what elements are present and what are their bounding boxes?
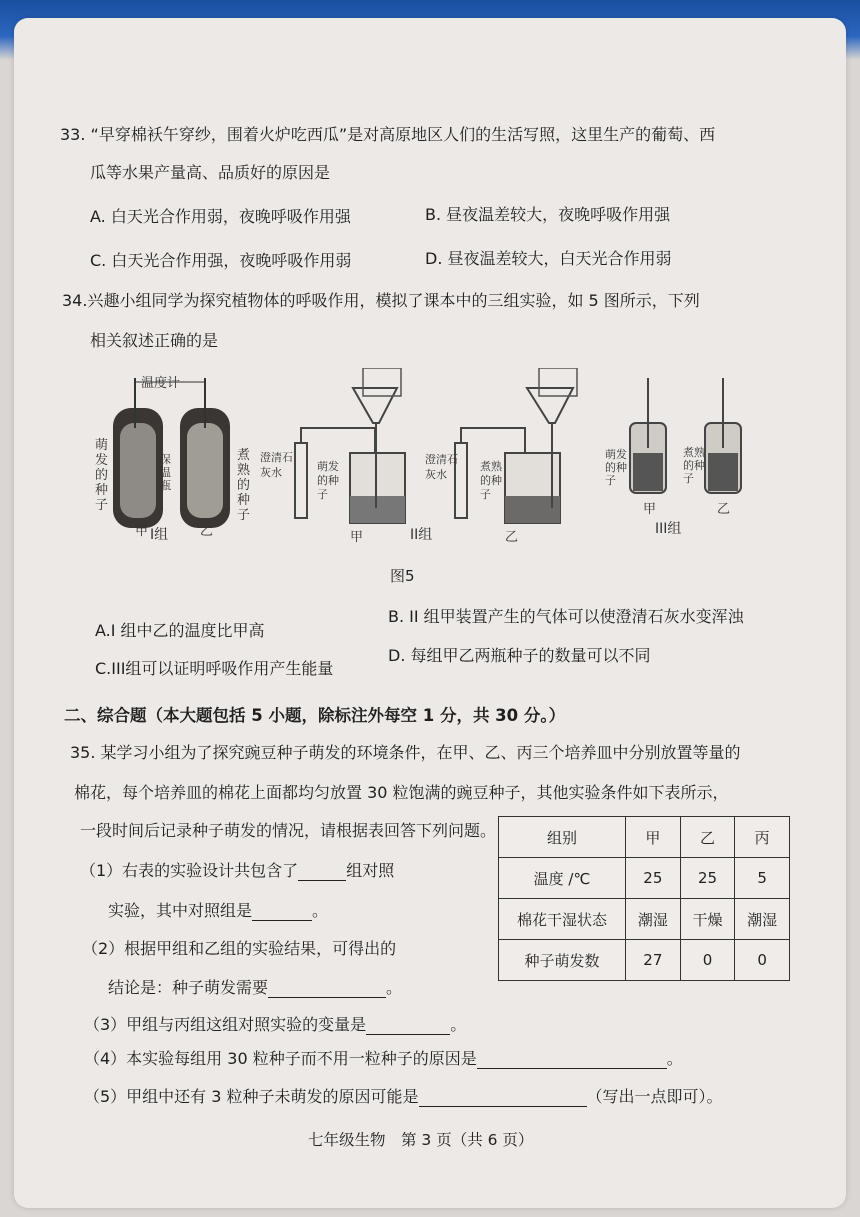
g1-right-label: 煮熟的种子	[237, 448, 251, 523]
table-header-cell: 乙	[680, 817, 735, 858]
q35-period-1: 。	[312, 901, 329, 920]
q35-blank-5[interactable]	[477, 1052, 667, 1069]
g2-name: II组	[410, 527, 433, 543]
g3-yi-label: 乙	[717, 502, 731, 517]
g2b-yi-label: 乙	[505, 530, 519, 545]
table-cell: 干燥	[680, 899, 735, 940]
q35-sub5-line	[84, 1084, 723, 1107]
q35-sub1-a: （1）右表的实验设计共包含了	[80, 861, 299, 880]
q34-stem-line2: 相关叙述正确的是	[90, 331, 219, 350]
g3-name: III组	[655, 521, 682, 537]
g1-jia-label: 甲	[135, 524, 149, 539]
q33-stem-line2: 瓜等水果产量高、品质好的原因是	[90, 163, 331, 182]
q35-sub4: （4）本实验每组用 30 粒种子而不用一粒种子的原因是	[84, 1049, 477, 1068]
q35-blank-3[interactable]	[268, 981, 386, 998]
table-header-cell: 甲	[626, 817, 681, 858]
q33-option-b: B. 昼夜温差较大，夜晚呼吸作用强	[425, 205, 671, 224]
q34-option-a: A.I 组中乙的温度比甲高	[95, 621, 265, 640]
table-cell: 潮湿	[735, 899, 790, 940]
g2-limewater-label: 澄清石灰水	[260, 451, 293, 479]
q33-option-a: A. 白天光合作用弱，夜晚呼吸作用强	[90, 207, 351, 226]
q34-stem-line1: 34.兴趣小组同学为探究植物体的呼吸作用，模拟了课本中的三组实验，如 5 图所示，下列	[62, 291, 700, 310]
figure-5	[95, 368, 795, 545]
table-cell: 棉花干湿状态	[499, 899, 626, 940]
q35-blank-4[interactable]	[366, 1018, 450, 1035]
table-cell: 种子萌发数	[499, 940, 626, 981]
q35-sub5-tail: （写出一点即可）。	[586, 1087, 723, 1106]
q35-sub2-b: 结论是：种子萌发需要	[108, 978, 269, 997]
g3-right-label: 煮熟的种子	[683, 446, 705, 485]
q35-blank-2[interactable]	[252, 904, 312, 921]
g1-left-label: 萌发的种子	[95, 438, 109, 513]
q34-option-d: D. 每组甲乙两瓶种子的数量可以不同	[388, 646, 651, 665]
q35-sub3-line	[84, 1012, 466, 1035]
q35-period-3: 。	[450, 1015, 467, 1034]
q35-sub2-a: （2）根据甲组和乙组的实验结果，可得出的	[82, 939, 397, 958]
g1-thermometer-label: 温度计	[141, 376, 181, 391]
table-row	[499, 899, 790, 940]
q35-blank-6[interactable]	[419, 1090, 587, 1107]
q33-option-d: D. 昼夜温差较大，白天光合作用弱	[425, 249, 672, 268]
q35-sub1-line1	[80, 858, 394, 881]
q33-option-c: C. 白天光合作用强，夜晚呼吸作用弱	[90, 251, 352, 270]
q35-stem-line1: 35. 某学习小组为了探究豌豆种子萌发的环境条件，在甲、乙、丙三个培养皿中分别放置等量的	[70, 743, 741, 762]
page-footer: 七年级生物 第 3 页（共 6 页）	[308, 1131, 534, 1149]
q35-sub1-b: 组对照	[346, 861, 395, 880]
table-header-cell: 组别	[499, 817, 626, 858]
q35-blank-1[interactable]	[298, 864, 346, 881]
table-header-cell: 丙	[735, 817, 790, 858]
table-header-row	[499, 817, 790, 858]
q35-period-2: 。	[386, 978, 403, 997]
q33-stem-line1: 33. “早穿棉袄午穿纱，围着火炉吃西瓜”是对高原地区人们的生活写照，这里生产的葡萄、西	[60, 125, 716, 144]
g1-name: I组	[150, 527, 169, 543]
g2b-seeds-yi-label: 煮熟的种子	[480, 460, 502, 501]
q35-period-4: 。	[666, 1049, 683, 1068]
g2b-limewater-label: 澄清石灰水	[425, 453, 458, 481]
group2-apparatus-yi	[455, 368, 577, 523]
table-cell: 潮湿	[626, 899, 681, 940]
g3-jia-label: 甲	[643, 502, 657, 517]
g3-left-label: 萌发的种子	[605, 448, 627, 487]
figure-5-caption: 图5	[390, 567, 415, 585]
q35-sub2-line2	[108, 975, 402, 998]
q35-sub1-line2	[108, 898, 328, 921]
q35-sub4-line	[84, 1046, 683, 1069]
q35-sub3: （3）甲组与丙组这组对照实验的变量是	[84, 1015, 367, 1034]
g1-yi-label: 乙	[200, 524, 214, 539]
q34-option-b: B. II 组甲装置产生的气体可以使澄清石灰水变浑浊	[388, 607, 744, 626]
table-cell: 0	[680, 940, 735, 981]
table-row	[499, 940, 790, 981]
q35-data-table	[498, 816, 790, 981]
table-cell: 5	[735, 858, 790, 899]
section2-title: 二、综合题（本大题包括 5 小题，除标注外每空 1 分，共 30 分。）	[64, 706, 566, 725]
table-cell: 0	[735, 940, 790, 981]
q35-sub5: （5）甲组中还有 3 粒种子未萌发的原因可能是	[84, 1087, 419, 1106]
table-cell: 温度 /℃	[499, 858, 626, 899]
q35-stem-line3: 一段时间后记录种子萌发的情况，请根据表回答下列问题。	[80, 821, 497, 840]
table-row	[499, 858, 790, 899]
g2-jia-label: 甲	[350, 530, 364, 545]
group2-apparatus-jia	[295, 368, 405, 523]
g1-insulation-label: 保温瓶	[160, 453, 171, 492]
table-cell: 25	[680, 858, 735, 899]
table-cell: 27	[626, 940, 681, 981]
table-cell: 25	[626, 858, 681, 899]
g2-seeds-jia-label: 萌发的种子	[317, 460, 339, 501]
q34-option-c: C.III组可以证明呼吸作用产生能量	[95, 659, 334, 678]
q35-sub1-c: 实验，其中对照组是	[108, 901, 253, 920]
q35-stem-line2: 棉花，每个培养皿的棉花上面都均匀放置 30 粒饱满的豌豆种子，其他实验条件如下表所示，	[74, 783, 729, 802]
